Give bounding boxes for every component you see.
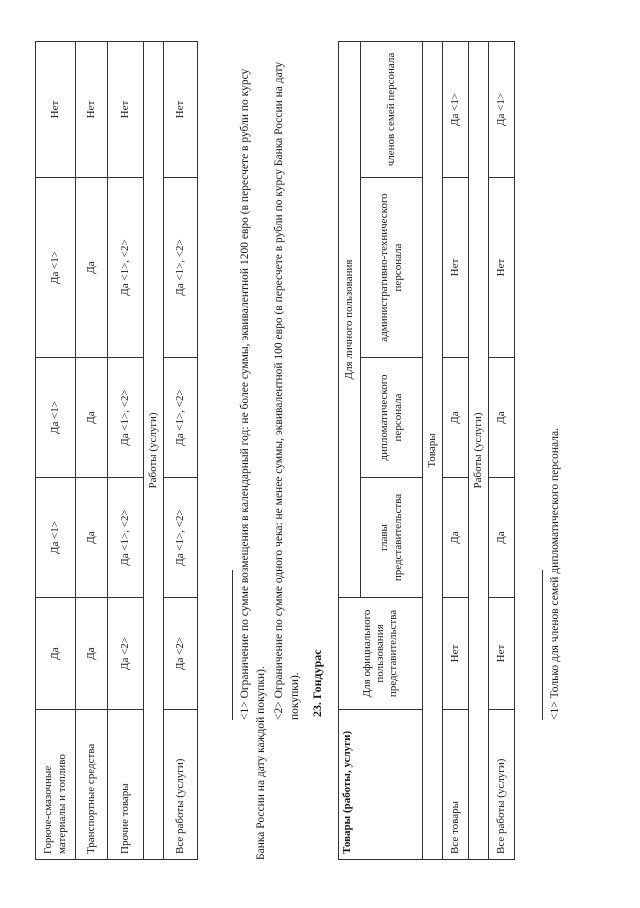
table-cell: Нет (489, 598, 515, 710)
table-2 (338, 41, 515, 860)
table-cell: Нет (108, 42, 144, 178)
table-cell: Да <1> (36, 478, 76, 598)
table-cell: Да (76, 178, 108, 358)
rotated-content (20, 32, 620, 880)
table-cell: Да <2> (108, 598, 144, 710)
table-1 (35, 41, 198, 860)
table-cell: Да <1> (36, 178, 76, 358)
section-row (144, 42, 164, 860)
table-cell: Да <2> (164, 598, 198, 710)
row-label: Все работы (услуги) (164, 710, 198, 860)
table-cell: Да (443, 358, 469, 478)
table-cell: Да (76, 478, 108, 598)
column-header-personal: Для личного пользования (339, 41, 361, 597)
table-cell: Да <1>, <2> (164, 358, 198, 478)
table-row (443, 41, 469, 859)
footnote: <1> Только для членов семей дипломатического персонала. (549, 428, 561, 720)
section-heading: Товары (423, 41, 443, 859)
table-cell: Да (489, 358, 515, 478)
table-cell: Нет (36, 42, 76, 178)
footnote-separator (542, 570, 543, 720)
table-row (108, 42, 144, 860)
column-header-goods: Товары (работы, услуги) (339, 710, 423, 860)
footnote: <1> Ограничение по сумме возмещения в календарный год: не более суммы, эквивалентной 1200 евро (в пересчете в рубли по курсу Банка России на дату каждой покупки). (239, 68, 267, 860)
table-cell: Да <1> (489, 41, 515, 177)
table-cell: Да (76, 598, 108, 710)
column-header-diplomatic: дипломатического персонала (361, 358, 423, 478)
table-row (76, 42, 108, 860)
table-cell: Да <1>, <2> (164, 178, 198, 358)
table-cell: Да <1> (443, 41, 469, 177)
row-label: Все товары (443, 710, 469, 860)
column-header-head: главы представительства (361, 478, 423, 598)
table-row (164, 42, 198, 860)
table-cell: Да <1>, <2> (164, 478, 198, 598)
row-label: Горюче-смазочные материалы и топливо (36, 710, 76, 860)
row-label: Прочие товары (108, 710, 144, 860)
column-header-official: Для официального пользования представительства (339, 598, 423, 710)
table-cell: Да <1> (36, 358, 76, 478)
header-row (339, 41, 361, 859)
section-row (423, 41, 443, 859)
table-cell: Да (36, 598, 76, 710)
table-cell: Нет (76, 42, 108, 178)
table-cell: Да <1>, <2> (108, 358, 144, 478)
column-header-admin: административно-технического персонала (361, 178, 423, 358)
footnote: <2> Ограничение по сумме одного чека: не менее суммы, эквивалентной 100 евро (в пересчете в рубли по курсу Банка России на дату покупки). (273, 61, 301, 720)
table-cell: Да <1>, <2> (108, 178, 144, 358)
table-cell: Нет (443, 598, 469, 710)
column-header-family: членов семей персонала (361, 41, 423, 177)
table-cell: Нет (443, 178, 469, 358)
section-title: 23. Гондурас (310, 649, 324, 717)
table-row (36, 42, 76, 860)
row-label: Все работы (услуги) (489, 710, 515, 860)
table-cell: Нет (489, 178, 515, 358)
table-cell: Нет (164, 42, 198, 178)
footnote-separator (232, 570, 233, 720)
table-row (489, 41, 515, 859)
row-label: Транспортные средства (76, 710, 108, 860)
section-heading: Работы (услуги) (144, 42, 164, 860)
table-cell: Да (443, 478, 469, 598)
section-row (469, 41, 489, 859)
table-cell: Да (489, 478, 515, 598)
section-heading: Работы (услуги) (469, 41, 489, 859)
table-cell: Да <1>, <2> (108, 478, 144, 598)
table-cell: Да (76, 358, 108, 478)
